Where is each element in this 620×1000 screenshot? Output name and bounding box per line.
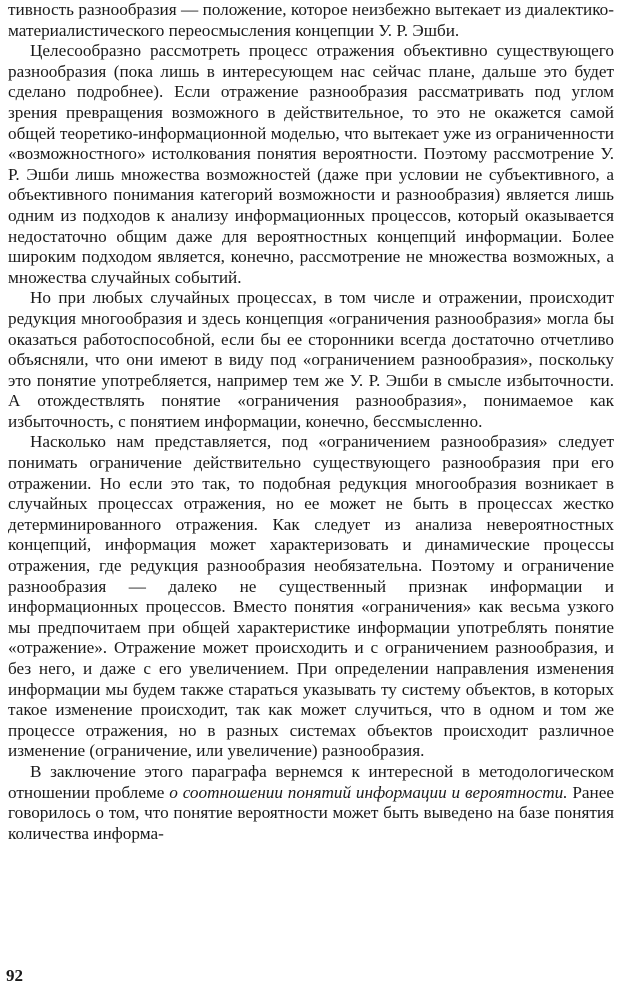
book-page: [8, 0, 614, 1000]
paragraph-4: Насколько нам представляется, под «ограничением разнообразия» следует понимать ограничение действительно существующего разнообразия при его отражении. Но если это так, то подобная редукция многообразия возникает в случайных процессах отражения, но ее может не быть в процессах жестко детерминированного отражения. Как следует из анализа невероятностных концепций, информация может характеризовать и динамические процессы отражения, где редукция разнообразия необязательна. Поэтому и ограничение разнообразия — далеко не существенный признак информации и информационных процессов. Вместо понятия «ограничения» как весьма узкого мы предпочитаем при общей характеристике информации употреблять понятие «отражение». Отражение может происходить и с ограничением разнообразия, и без него, и даже с его увеличением. При определении направления изменения информации мы будем также стараться указывать ту систему объектов, в которых такое изменение происходит, так как может случиться, что в одном и том же процессе отражения, но в разных системах объектов происходит различное изменение (ограничение, или увеличение) разнообразия.: [8, 432, 614, 761]
paragraph-1: тивность разнообразия — положение, которое неизбежно вытекает из диалектико-материалистического переосмысления концепции У. Р. Эшби.: [8, 0, 614, 40]
paragraph-5-text-after: Ранее говорилось о том, что понятие вероятности может быть выведено на базе понятия количества информа-: [8, 782, 614, 843]
paragraph-5-italic-phrase: о соотношении понятий информации и вероятности.: [169, 782, 568, 802]
paragraph-2: Целесообразно рассмотреть процесс отражения объективно существующего разнообразия (пока лишь в интересующем нас сейчас плане, дальше это будет сделано подробнее). Если отражение разнообразия рассматривать под углом зрения превращения возможного в действительное, то это не окажется самой общей теоретико-информационной моделью, что вытекает уже из ограниченности «возможностного» истолкования понятия вероятности. Поэтому рассмотрение У. Р. Эшби лишь множества возможностей (даже при условии не субъективного, а объективного понимания категорий возможности и разнообразия) является лишь одним из подходов к анализу информационных процессов, который оказывается недостаточно общим даже для вероятностных концепций информации. Более широким подходом является, конечно, рассмотрение не множества возможных, а множества случайных событий.: [8, 41, 614, 287]
paragraph-3: Но при любых случайных процессах, в том числе и отражении, происходит редукция многообразия и здесь концепция «ограничения разнообразия» могла бы оказаться работоспособной, если бы ее сторонники всегда достаточно отчетливо объясняли, что они имеют в виду под «ограничением разнообразия», поскольку это понятие употребляется, например тем же У. Р. Эшби в смысле избыточности. А отождествлять понятие «ограничения разнообразия», понимаемое как избыточность, с понятием информации, конечно, бессмысленно.: [8, 288, 614, 431]
paragraph-5: [8, 762, 614, 844]
page-number: 92: [6, 966, 23, 985]
paragraph-5-text-before: В заключение этого параграфа вернемся к интересной в методологическом отношении проблеме: [8, 761, 614, 802]
